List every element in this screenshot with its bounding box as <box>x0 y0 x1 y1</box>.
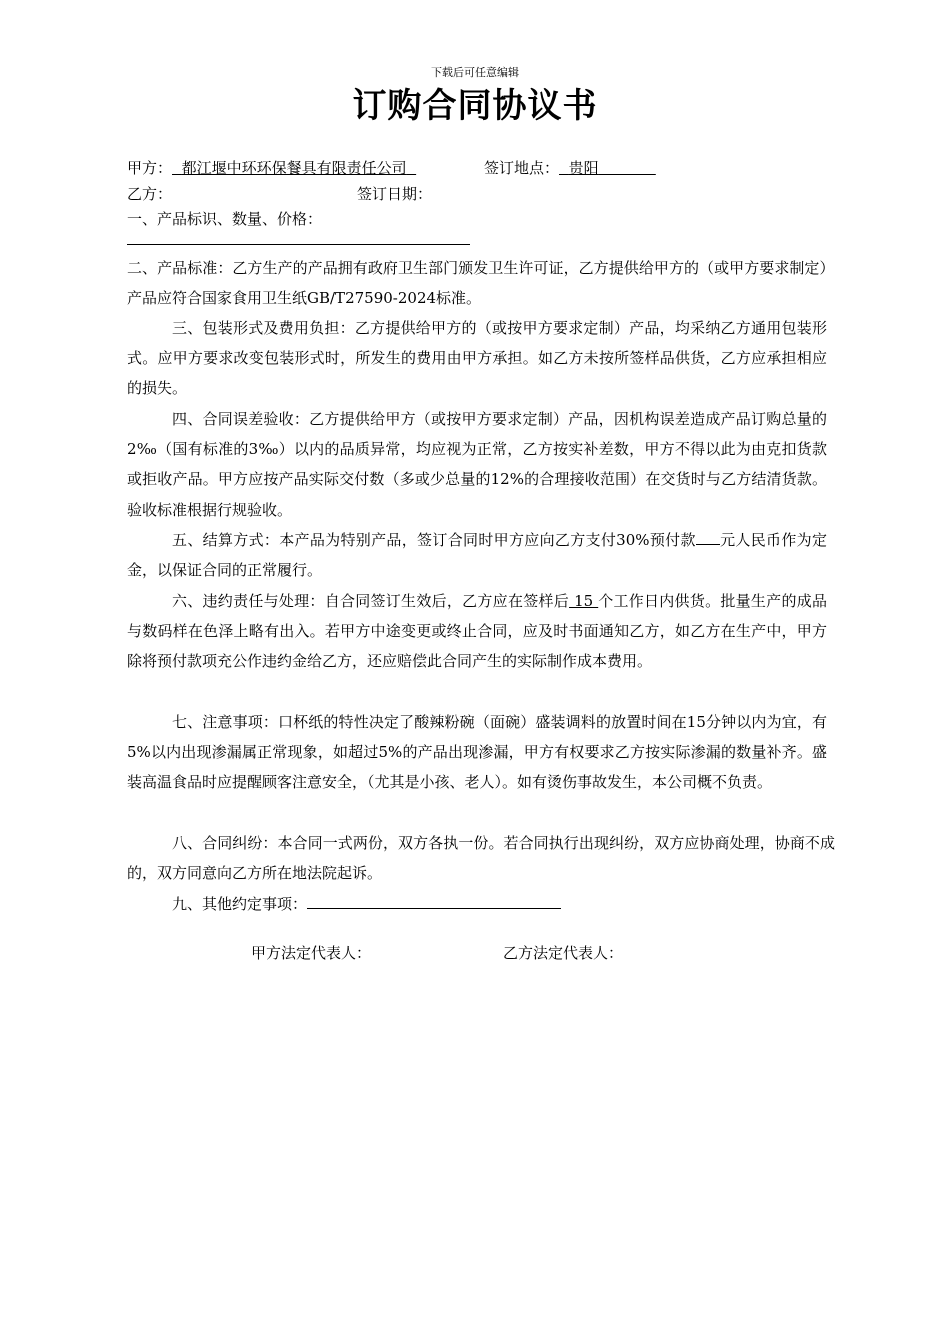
party-a-value: 都江堰中环环保餐具有限责任公司 <box>181 159 407 177</box>
party-b-signature-label: 乙方法定代表人： <box>503 944 624 962</box>
header-note: 下载后可任意编辑 <box>431 66 519 79</box>
delivery-days: 15 <box>569 592 599 610</box>
document-title: 订购合同协议书 <box>352 86 598 126</box>
party-a-signature-label: 甲方法定代表人： <box>251 944 372 962</box>
sign-place-value: 贵阳 <box>568 159 599 177</box>
section-3: 三、包装形式及费用负担：乙方提供给甲方的（或按甲方要求定制）产品，均采纳乙方通用包装形式。应甲方要求改变包装形式时，所发生的费用由甲方承担。如乙方未按所签样品供货，乙方应承担相应的损失。 <box>127 319 827 398</box>
section-4: 四、合同误差验收：乙方提供给甲方（或按甲方要求定制）产品，因机构误差造成产品订购总量的2‰（国有标准的3‰）以内的品质异常，均应视为正常，乙方按实补差数，甲方不得以此为由克扣货款或拒收产品。甲方应按产品实际交付数（多或少总量的12%的合理接收范围）在交货时与乙方结清货款。验收标准根据行规验收。 <box>127 410 827 519</box>
section-6: 六、违约责任与处理：自合同签订生效后，乙方应在签样后 15 个工作日内供货。批量生产的成品与数码样在色泽上略有出入。若甲方中途变更或终止合同，应及时书面通知乙方，如乙方在生产中，甲方除将预付款项充公作违约金给乙方，还应赔偿此合同产生的实际制作成本费用。 <box>127 592 827 671</box>
section-5: 五、结算方式：本产品为特别产品，签订合同时甲方应向乙方支付30%预付款 元人民币作为定金，以保证合同的正常履行。 <box>127 525 827 585</box>
section-8: 八、合同纠纷：本合同一式两份，双方各执一份。若合同执行出现纠纷，双方应协商处理，协商不成的，双方同意向乙方所在地法院起诉。 <box>127 834 835 883</box>
section-1-blank-line <box>127 244 470 245</box>
section-9: 九、其他约定事项： <box>127 889 827 919</box>
section-7: 七、注意事项：口杯纸的特性决定了酸辣粉碗（面碗）盛装调料的放置时间在15分钟以内为宜，有5%以内出现渗漏属正常现象，如超过5%的产品出现渗漏，甲方有权要求乙方按实际渗漏的数量补齐。盛装高温食品时应提醒顾客注意安全，（尤其是小孩、老人）。如有烫伤事故发生，本公司概不负责。 <box>127 713 827 792</box>
party-a-line <box>127 158 416 178</box>
sign-place-line <box>484 158 656 178</box>
party-a-label: 甲方： <box>127 159 173 177</box>
party-b-label: 乙方： <box>127 185 173 203</box>
section-2: 二、产品标准：乙方生产的产品拥有政府卫生部门颁发卫生许可证，乙方提供给甲方的（或甲方要求制定）产品应符合国家食用卫生纸GB/T27590-2024标准。 <box>127 259 827 308</box>
section-1: 一、产品标识、数量、价格： <box>127 210 323 228</box>
sign-date-label: 签订日期： <box>357 185 433 203</box>
sign-place-label: 签订地点： <box>484 159 560 177</box>
